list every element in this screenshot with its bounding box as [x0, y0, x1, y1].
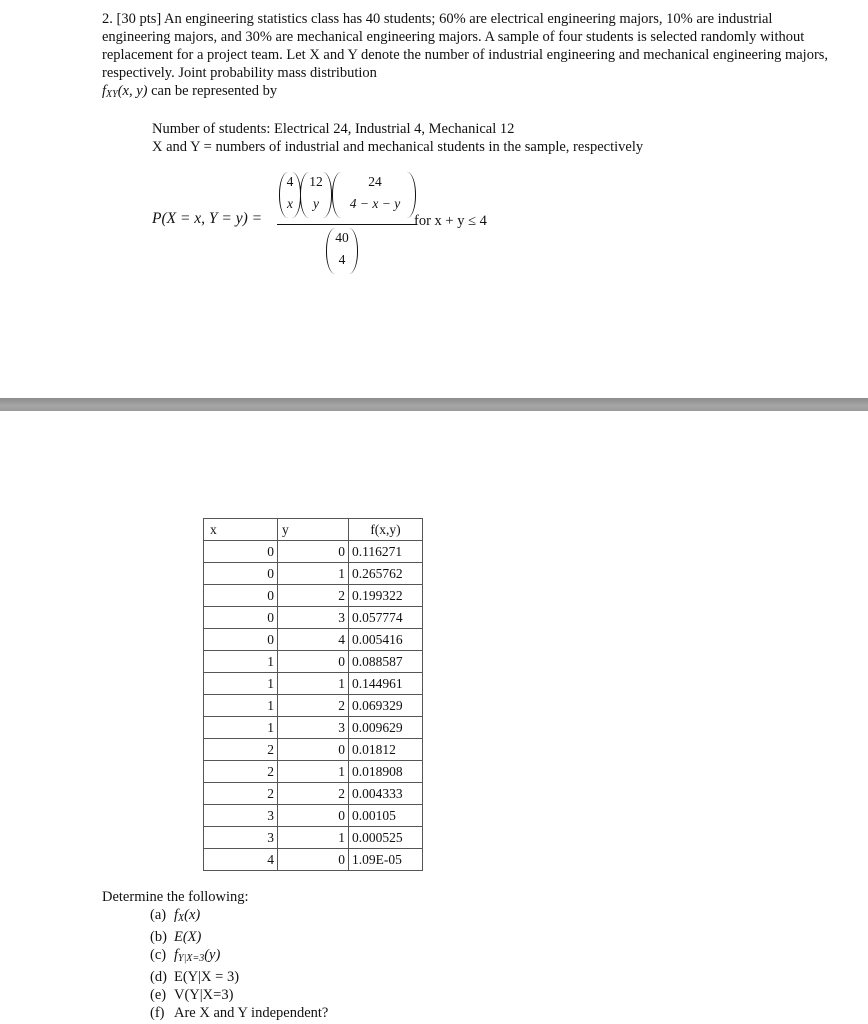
question-e-text: V(Y|X=3): [174, 987, 234, 1003]
cell-x: 2: [204, 761, 278, 783]
table-row: [204, 585, 423, 607]
binom-4-bottom: 4: [338, 252, 346, 267]
table-row: [204, 695, 423, 717]
cell-y: 2: [278, 695, 349, 717]
cell-x: 2: [204, 783, 278, 805]
table-row: [204, 541, 423, 563]
table-row: [204, 717, 423, 739]
cell-y: 1: [278, 827, 349, 849]
cell-y: 0: [278, 651, 349, 673]
cell-y: 0: [278, 805, 349, 827]
table-row: [204, 563, 423, 585]
question-f-text: Are X and Y independent?: [174, 1005, 329, 1021]
given-info: [152, 120, 792, 156]
binom-4-top: 4: [286, 174, 294, 189]
cell-y: 2: [278, 783, 349, 805]
question-list: [150, 906, 328, 1022]
cell-x: 4: [204, 849, 278, 871]
cell-fxy: 0.144961: [349, 673, 423, 695]
cell-fxy: 0.000525: [349, 827, 423, 849]
pmf-symbol: $f_{XY}(x$, y): [102, 83, 148, 100]
section-divider: [0, 398, 868, 411]
question-b-text: E(X): [174, 929, 202, 945]
given-line-1: Number of students: Electrical 24, Industrial 4, Mechanical 12: [152, 121, 515, 137]
cell-fxy: 0.088587: [349, 651, 423, 673]
cell-fxy: 0.069329: [349, 695, 423, 717]
question-c: (c) $f_{Y|X=3}(y)$: [150, 947, 221, 964]
question-a-text: $f_X(x)$: [174, 907, 201, 924]
table-row: [204, 673, 423, 695]
joint-pmf-table: [203, 518, 423, 871]
problem-tail: can be represented by: [147, 83, 278, 99]
table-row: [204, 783, 423, 805]
cell-x: 1: [204, 695, 278, 717]
question-c-text: $f_{Y|X=3}(y)$: [174, 947, 221, 964]
question-d-text: E(Y|X = 3): [174, 969, 240, 985]
cell-fxy: 1.09E-05: [349, 849, 423, 871]
table-row: [204, 629, 423, 651]
problem-statement: [102, 10, 842, 104]
cell-fxy: 0.116271: [349, 541, 423, 563]
cell-fxy: 0.009629: [349, 717, 423, 739]
question-f: (f) Are X and Y independent?: [150, 1005, 329, 1021]
cell-y: 1: [278, 673, 349, 695]
cell-y: 0: [278, 849, 349, 871]
joint-pmf-formula: [152, 170, 672, 280]
cell-x: 0: [204, 607, 278, 629]
cell-x: 2: [204, 739, 278, 761]
cell-fxy: 0.265762: [349, 563, 423, 585]
cell-y: 2: [278, 585, 349, 607]
cell-fxy: 0.057774: [349, 607, 423, 629]
table-row: [204, 761, 423, 783]
header-x: x: [204, 519, 278, 541]
header-y: y: [278, 519, 349, 541]
cell-x: 0: [204, 541, 278, 563]
table-row: [204, 607, 423, 629]
cell-x: 1: [204, 651, 278, 673]
binom-40-top: 40: [335, 230, 349, 245]
cell-y: 3: [278, 717, 349, 739]
cell-x: 3: [204, 805, 278, 827]
binom-4-x-y-bottom: 4 − x − y: [349, 196, 401, 211]
question-a: (a) $f_X(x)$: [150, 907, 201, 924]
table-row: [204, 651, 423, 673]
cell-x: 1: [204, 673, 278, 695]
cell-fxy: 0.005416: [349, 629, 423, 651]
cell-fxy: 0.004333: [349, 783, 423, 805]
determine-title: Determine the following:: [102, 889, 249, 905]
cell-y: 0: [278, 739, 349, 761]
binom-x-bottom: x: [287, 196, 293, 211]
problem-text: 2. [30 pts] An engineering statistics class has 40 students; 60% are electrical engineering majors, 10% are industrial engineering majors, and 30% are mechanical engineering majors. A sample of four students is selected randomly without replacement for a project team. Let X and Y denote the number of industrial engineering and mechanical engineering majors, respectively. Joint probability mass distribution: [102, 11, 829, 81]
cell-fxy: 0.00105: [349, 805, 423, 827]
binom-y-bottom: y: [313, 196, 319, 211]
table-row: [204, 805, 423, 827]
binom-12-top: 12: [309, 174, 323, 189]
question-e: (e) V(Y|X=3): [150, 987, 234, 1003]
question-b: (b) E(X): [150, 929, 202, 945]
formula-condition: for x + y ≤ 4: [414, 213, 487, 229]
given-line-2: X and Y = numbers of industrial and mechanical students in the sample, respectively: [152, 139, 644, 155]
fraction-bar: [277, 224, 417, 225]
cell-x: 0: [204, 585, 278, 607]
cell-y: 4: [278, 629, 349, 651]
cell-x: 3: [204, 827, 278, 849]
cell-y: 1: [278, 761, 349, 783]
cell-fxy: 0.01812: [349, 739, 423, 761]
header-fxy: f(x,y): [349, 519, 423, 541]
table-row: [204, 827, 423, 849]
cell-x: 0: [204, 563, 278, 585]
cell-fxy: 0.199322: [349, 585, 423, 607]
cell-y: 3: [278, 607, 349, 629]
binom-24-top: 24: [368, 174, 382, 189]
cell-x: 0: [204, 629, 278, 651]
cell-y: 0: [278, 541, 349, 563]
cell-y: 1: [278, 563, 349, 585]
table-row: [204, 849, 423, 871]
formula-lhs: P(X = x, Y = y) =: [152, 210, 263, 227]
table-row: [204, 739, 423, 761]
table-body: [204, 541, 423, 871]
question-d: (d) E(Y|X = 3): [150, 969, 240, 985]
cell-x: 1: [204, 717, 278, 739]
table-header-row: [204, 519, 423, 541]
cell-fxy: 0.018908: [349, 761, 423, 783]
